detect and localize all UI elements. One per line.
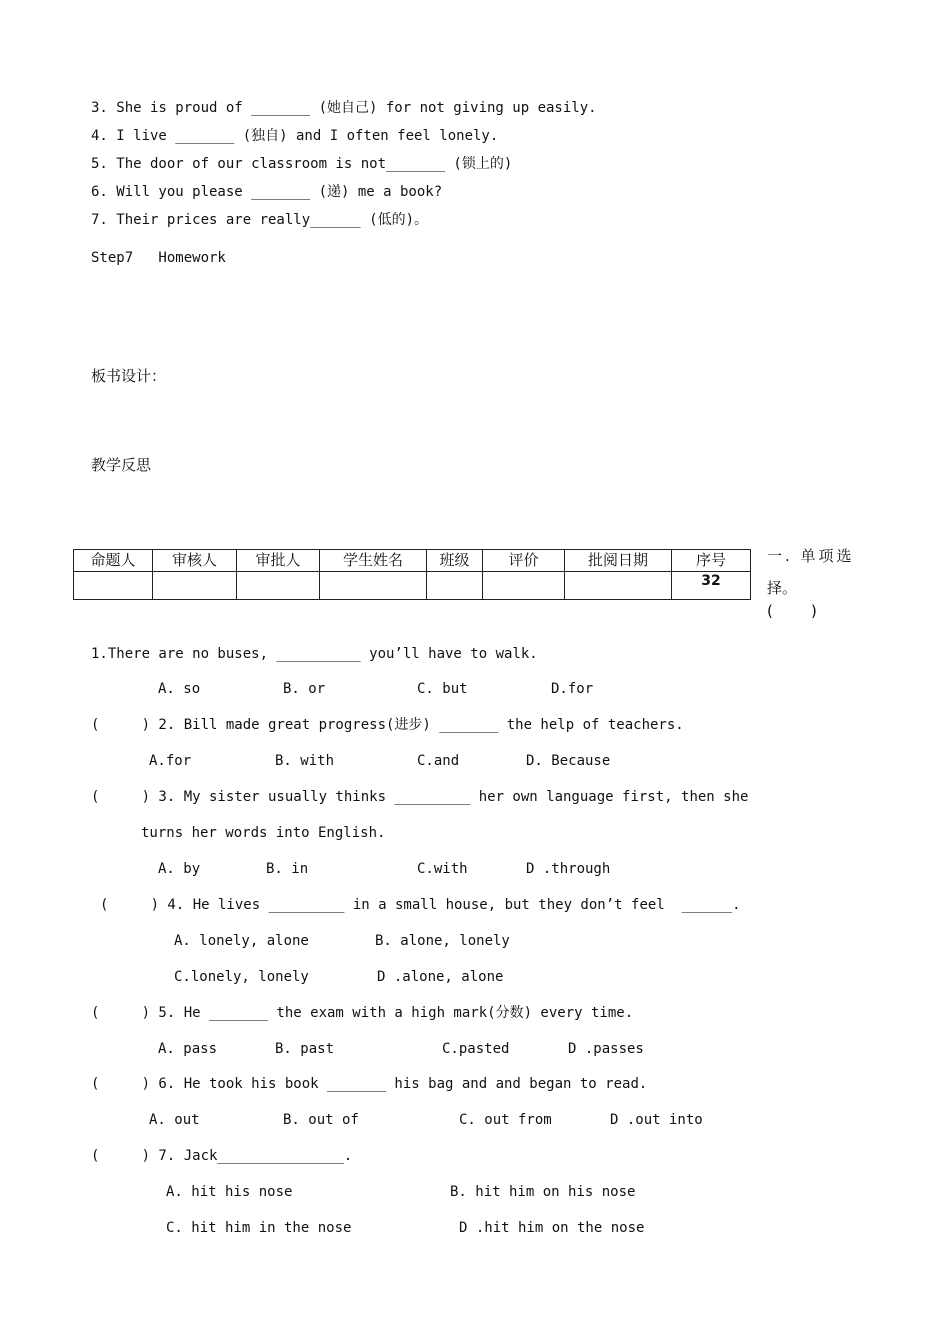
- fill-blank-3: 3. She is proud of _______ (她自己) for not giving up easily.: [91, 100, 597, 116]
- question-3-stem: ( ) 3. My sister usually thinks _________ her own language first, then she: [91, 789, 749, 805]
- info-table: [73, 549, 751, 600]
- header-cell: 学生姓名: [320, 550, 427, 572]
- value-cell: [153, 572, 237, 600]
- value-cell: [74, 572, 153, 600]
- q1-option-d: D.for: [551, 681, 594, 697]
- q7-option-d: D .hit him on the nose: [459, 1220, 645, 1236]
- q7-option-b: B. hit him on his nose: [450, 1184, 636, 1200]
- question-2-stem: ( ) 2. Bill made great progress(进步) _______ the help of teachers.: [91, 717, 684, 733]
- header-cell: 审核人: [153, 550, 237, 572]
- q3-option-b: B. in: [266, 861, 309, 877]
- q2-option-c: C.and: [417, 753, 460, 769]
- section-answer-paren: ( ): [767, 602, 817, 620]
- question-6-stem: ( ) 6. He took his book _______ his bag and and began to read.: [91, 1076, 648, 1092]
- serial-number-cell: 32: [672, 572, 751, 600]
- q4-option-c: C.lonely, lonely: [174, 969, 309, 985]
- q6-option-c: C. out from: [459, 1112, 552, 1128]
- q3-option-c: C.with: [417, 861, 468, 877]
- header-cell: 命题人: [74, 550, 153, 572]
- header-cell: 班级: [427, 550, 483, 572]
- q7-option-a: A. hit his nose: [166, 1184, 293, 1200]
- q2-option-a: A.for: [149, 753, 192, 769]
- fill-blank-6: 6. Will you please _______ (递) me a book?: [91, 184, 443, 200]
- value-cell: [320, 572, 427, 600]
- q5-option-a: A. pass: [158, 1041, 218, 1057]
- header-cell: 审批人: [237, 550, 320, 572]
- value-cell: [427, 572, 483, 600]
- fill-blank-7: 7. Their prices are really______ (低的)。: [91, 212, 429, 228]
- q5-option-b: B. past: [275, 1041, 335, 1057]
- q7-option-c: C. hit him in the nose: [166, 1220, 352, 1236]
- value-cell: [483, 572, 565, 600]
- header-cell: 批阅日期: [565, 550, 672, 572]
- board-design-label: 板书设计：: [91, 367, 167, 385]
- q3-option-a: A. by: [158, 861, 201, 877]
- fill-blank-4: 4. I live _______ (独自) and I often feel lonely.: [91, 128, 499, 144]
- info-table-value-row: [74, 572, 751, 600]
- section-title-cont: 择。: [767, 579, 798, 597]
- fill-blank-5: 5. The door of our classroom is not_______ (锁上的): [91, 156, 513, 172]
- question-4-stem: ( ) 4. He lives _________ in a small house, but they don’t feel ______.: [100, 897, 741, 913]
- step7-homework: Step7 Homework: [91, 250, 226, 266]
- header-cell: 评价: [483, 550, 565, 572]
- q1-option-c: C. but: [417, 681, 468, 697]
- q5-option-c: C.pasted: [442, 1041, 510, 1057]
- section-title: 一. 单项选: [767, 547, 855, 565]
- q4-option-d: D .alone, alone: [377, 969, 504, 985]
- q5-option-d: D .passes: [568, 1041, 644, 1057]
- q6-option-a: A. out: [149, 1112, 200, 1128]
- q3-option-d: D .through: [526, 861, 611, 877]
- question-3-stem-cont: turns her words into English.: [141, 825, 386, 841]
- header-cell: 序号: [672, 550, 751, 572]
- q1-option-a: A. so: [158, 681, 201, 697]
- q1-option-b: B. or: [283, 681, 326, 697]
- info-table-header-row: [74, 550, 751, 572]
- q2-option-b: B. with: [275, 753, 335, 769]
- q6-option-d: D .out into: [610, 1112, 703, 1128]
- reflection-label: 教学反思: [91, 456, 152, 474]
- q4-option-a: A. lonely, alone: [174, 933, 309, 949]
- q4-option-b: B. alone, lonely: [375, 933, 510, 949]
- q6-option-b: B. out of: [283, 1112, 359, 1128]
- question-5-stem: ( ) 5. He _______ the exam with a high mark(分数) every time.: [91, 1005, 634, 1021]
- q2-option-d: D. Because: [526, 753, 611, 769]
- question-7-stem: ( ) 7. Jack_______________.: [91, 1148, 353, 1164]
- value-cell: [565, 572, 672, 600]
- question-1-stem: 1.There are no buses, __________ you’ll have to walk.: [91, 646, 538, 662]
- value-cell: [237, 572, 320, 600]
